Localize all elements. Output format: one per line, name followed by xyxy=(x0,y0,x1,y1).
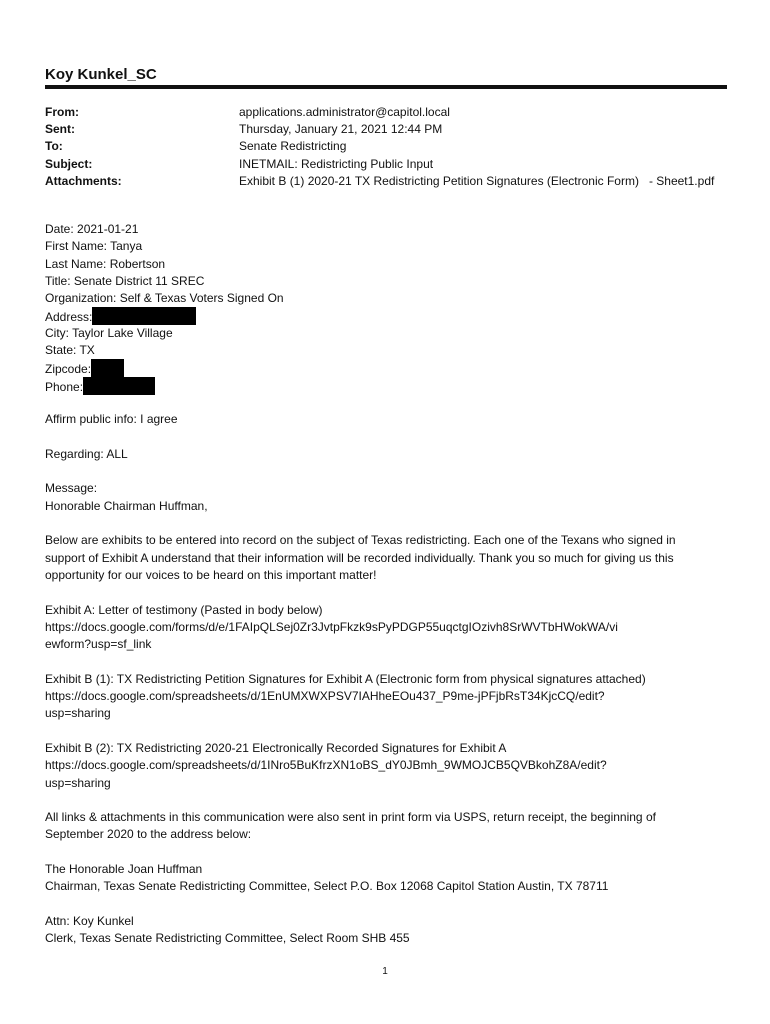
phone-label: Phone: xyxy=(45,379,84,394)
zipcode-redaction xyxy=(91,359,124,377)
zipcode-label: Zipcode: xyxy=(45,362,92,377)
header-attachments-row xyxy=(45,173,735,190)
page-number: 1 xyxy=(382,966,388,977)
exhibit-a-link: ewform?usp=sf_link xyxy=(45,637,152,652)
address-label: Address: xyxy=(45,310,93,325)
field-first-name: First Name: Tanya xyxy=(45,239,143,254)
address-block-2: Clerk, Texas Senate Redistricting Committee, Select Room SHB 455 xyxy=(45,931,410,946)
header-sent-row xyxy=(45,121,735,138)
exhibit-a-heading: Exhibit A: Letter of testimony (Pasted in body below) xyxy=(45,602,323,617)
salutation: Honorable Chairman Huffman, xyxy=(45,498,208,513)
email-header xyxy=(45,104,735,190)
header-subject-row xyxy=(45,156,735,173)
header-sent-label: Sent: xyxy=(45,122,75,137)
field-phone xyxy=(45,377,735,394)
field-title: Title: Senate District 11 SREC xyxy=(45,273,205,288)
header-sent-value: Thursday, January 21, 2021 12:44 PM xyxy=(239,122,443,137)
field-regarding: Regarding: ALL xyxy=(45,446,128,461)
header-to-row xyxy=(45,138,735,155)
field-last-name: Last Name: Robertson xyxy=(45,256,166,271)
message-label: Message: xyxy=(45,481,98,496)
para1-line: Below are exhibits to be entered into record on the subject of Texas redistricting. Each one of the Texans who signed in xyxy=(45,533,676,548)
exhibit-b1-link: usp=sharing xyxy=(45,706,111,721)
title-rule xyxy=(45,85,727,89)
para1-line: opportunity for our voices to be heard on this important matter! xyxy=(45,567,377,582)
para2-line: All links & attachments in this communication were also sent in print form via USPS, return receipt, the beginning of xyxy=(45,810,656,825)
email-body xyxy=(45,221,735,947)
header-attachments-label: Attachments: xyxy=(45,173,122,188)
header-subject-label: Subject: xyxy=(45,156,93,171)
para2-line: September 2020 to the address below: xyxy=(45,827,252,842)
document-title: Koy Kunkel_SC xyxy=(45,66,157,83)
header-from-row xyxy=(45,104,735,121)
exhibit-b2-heading: Exhibit B (2): TX Redistricting 2020-21 Electronically Recorded Signatures for Exhibit A xyxy=(45,740,507,755)
header-attachments-value: Exhibit B (1) 2020-21 TX Redistricting Petition Signatures (Electronic Form) - Sheet1.pdf xyxy=(239,173,715,188)
field-date: Date: 2021-01-21 xyxy=(45,222,139,236)
para1-line: support of Exhibit A understand that their information will be recorded individually. Thank you so much for giving us this xyxy=(45,550,674,565)
phone-redaction xyxy=(83,377,155,395)
exhibit-b2-link: https://docs.google.com/spreadsheets/d/1INro5BuKfrzXN1oBS_dY0JBmh_9WMOJCB5QVBkohZ8A/edit? xyxy=(45,758,607,773)
field-zipcode xyxy=(45,359,735,376)
header-from-label: From: xyxy=(45,105,79,119)
header-to-value: Senate Redistricting xyxy=(239,139,347,154)
address-block-1: Chairman, Texas Senate Redistricting Committee, Select P.O. Box 12068 Capitol Station Austin, TX 78711 xyxy=(45,879,609,894)
exhibit-b1-link: https://docs.google.com/spreadsheets/d/1EnUMXWXPSV7IAHheEOu437_P9me-jPFjbRsT34KjcCQ/edit? xyxy=(45,689,605,704)
field-organization: Organization: Self & Texas Voters Signed On xyxy=(45,291,284,306)
address-redaction xyxy=(92,307,196,325)
exhibit-b2-link: usp=sharing xyxy=(45,775,111,790)
field-affirm: Affirm public info: I agree xyxy=(45,412,178,427)
header-from-value: applications.administrator@capitol.local xyxy=(239,105,450,119)
address-block-1: The Honorable Joan Huffman xyxy=(45,861,203,876)
exhibit-a-link: https://docs.google.com/forms/d/e/1FAIpQLSej0Zr3JvtpFkzk9sPyPDGP55uqctgIOzivh8SrWVTbHWokWA/vi xyxy=(45,619,618,634)
field-state: State: TX xyxy=(45,343,95,358)
header-to-label: To: xyxy=(45,139,63,154)
header-subject-value: INETMAIL: Redistricting Public Input xyxy=(239,156,434,171)
exhibit-b1-heading: Exhibit B (1): TX Redistricting Petition Signatures for Exhibit A (Electronic form from physical signatures attached) xyxy=(45,671,646,686)
field-address xyxy=(45,307,735,324)
address-block-2: Attn: Koy Kunkel xyxy=(45,913,134,928)
field-city: City: Taylor Lake Village xyxy=(45,325,173,340)
